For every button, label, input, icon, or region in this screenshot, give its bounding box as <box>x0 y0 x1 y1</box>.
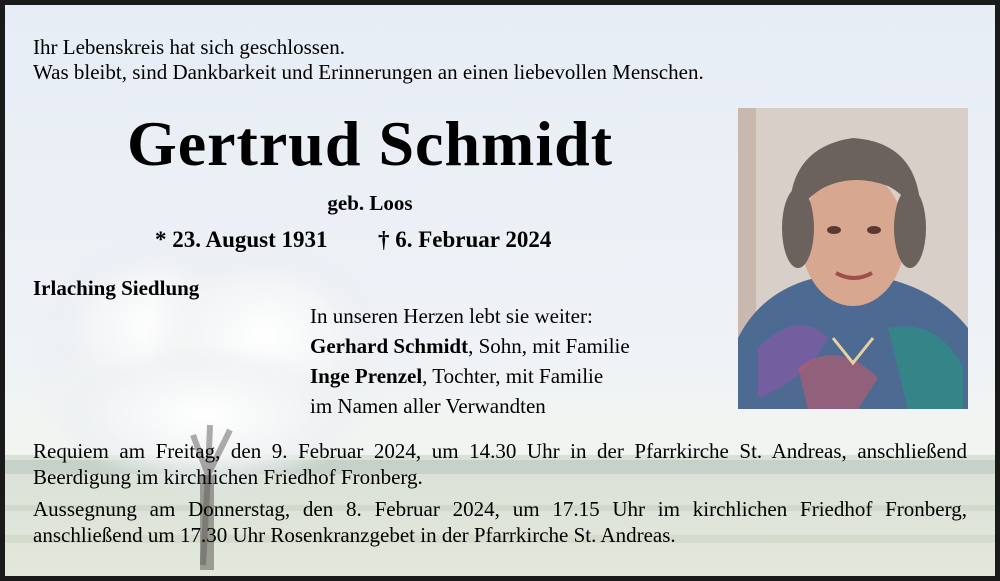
intro-line-2: Was bleibt, sind Dankbarkeit und Erinnerungen an einen liebevollen Menschen. <box>33 60 704 84</box>
mourner-relation: , Tochter, mit Familie <box>422 364 604 388</box>
deceased-name: Gertrud Schmidt <box>126 108 614 179</box>
residence: Irlaching Siedlung <box>33 276 200 300</box>
intro-text <box>33 35 704 85</box>
mourner-entry <box>310 361 630 391</box>
death-date: † 6. Februar 2024 <box>378 227 552 252</box>
portrait-illustration <box>738 108 968 409</box>
maiden-name: geb. Loos <box>327 191 413 215</box>
mourner-name: Inge Prenzel <box>310 364 423 388</box>
mourner-relation: , Sohn, mit Familie <box>468 334 630 358</box>
mourner-name: Gerhard Schmidt <box>310 334 469 358</box>
mourner-entry <box>310 331 630 361</box>
service-details <box>33 438 967 554</box>
mourners-closing: im Namen aller Verwandten <box>310 394 546 418</box>
blessing-info: Aussegnung am Donnerstag, den 8. Februar 2024, um 17.15 Uhr im kirchlichen Friedhof Fronberg, anschließend um 17.30 Uhr Rosenkranzgebet in der Pfarrkirche St. Andreas. <box>33 497 967 547</box>
requiem-info: Requiem am Freitag, den 9. Februar 2024, um 14.30 Uhr in der Pfarrkirche St. Andreas, anschließend Beerdigung im kirchlichen Friedhof Fronberg. <box>33 439 967 489</box>
mourners-heading: In unseren Herzen lebt sie weiter: <box>310 304 593 328</box>
birth-date: * 23. August 1931 <box>155 227 328 252</box>
portrait-photo <box>738 108 968 409</box>
intro-line-1: Ihr Lebenskreis hat sich geschlossen. <box>33 35 345 59</box>
mourners-block <box>310 301 630 421</box>
